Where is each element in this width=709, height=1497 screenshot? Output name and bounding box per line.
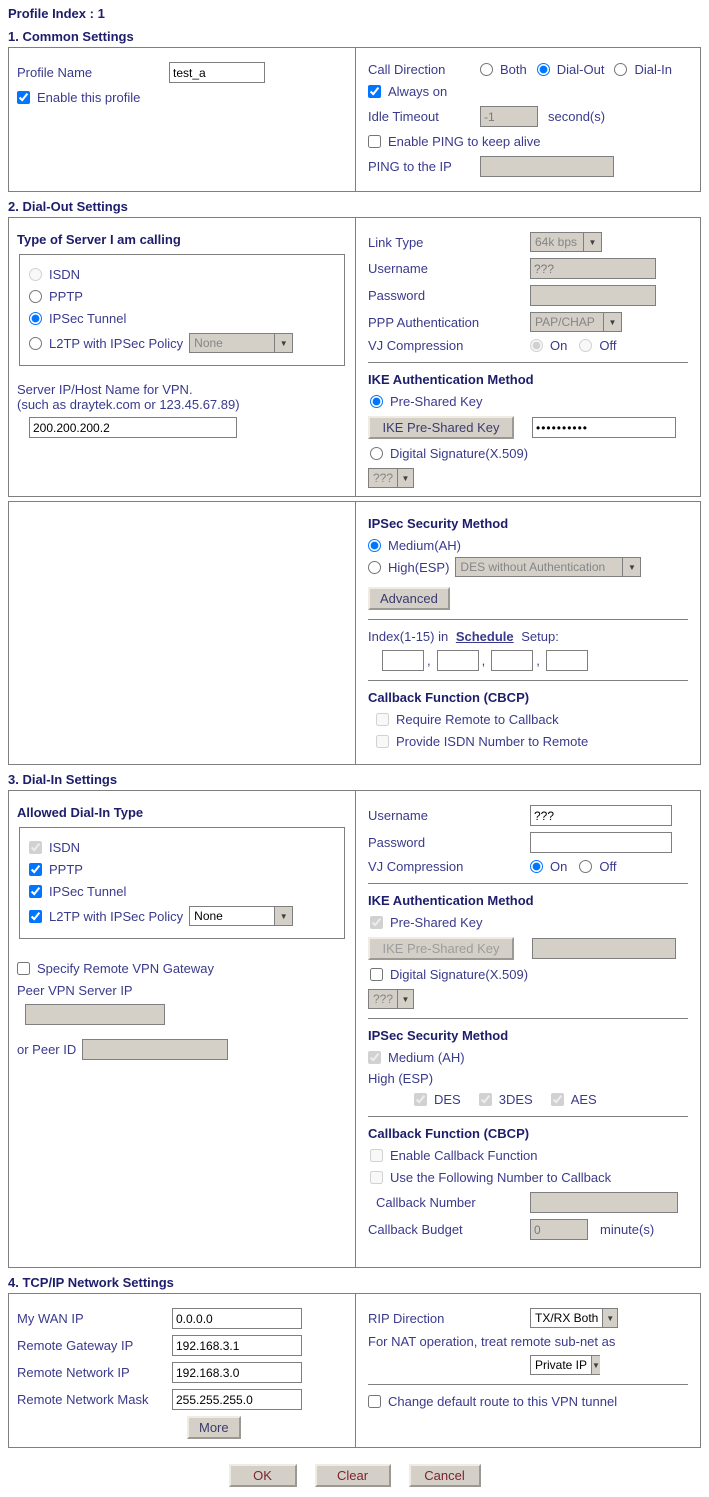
common-settings-box	[8, 47, 701, 192]
dialin-psk-checkbox	[370, 916, 383, 929]
always-on-label: Always on	[388, 84, 448, 99]
provide-isdn-number-label: Provide ISDN Number to Remote	[396, 734, 589, 749]
dialin-callback-heading: Callback Function (CBCP)	[368, 1126, 530, 1141]
schedule-caption	[368, 629, 688, 644]
divider	[368, 362, 688, 363]
schedule-index-4-input[interactable]	[546, 650, 588, 671]
remote-network-ip-label: Remote Network IP	[17, 1365, 130, 1380]
dialout-ike-heading: IKE Authentication Method	[368, 372, 534, 387]
dialin-vj-label: VJ Compression	[368, 859, 464, 874]
remote-network-mask-label: Remote Network Mask	[17, 1392, 149, 1407]
use-number-callback-checkbox	[370, 1171, 383, 1184]
schedule-suffix: Setup:	[521, 629, 559, 644]
chevron-down-icon: ▼	[397, 469, 413, 487]
footer-buttons	[8, 1464, 701, 1487]
dialin-left-cell	[9, 791, 356, 1267]
profile-name-input[interactable]	[169, 62, 265, 83]
chevron-down-icon: ▼	[397, 990, 413, 1008]
dialin-vj-off-label: Off	[599, 859, 617, 874]
common-settings-heading: 1. Common Settings	[8, 29, 134, 44]
chevron-down-icon[interactable]: ▼	[591, 1356, 600, 1374]
dialout-right-cell-top	[356, 218, 700, 496]
dialout-username-input	[530, 258, 656, 279]
require-remote-callback-checkbox	[376, 713, 389, 726]
allowed-dialin-heading: Allowed Dial-In Type	[17, 805, 144, 820]
ok-button[interactable]: OK	[229, 1464, 297, 1487]
remote-network-mask-input[interactable]	[172, 1389, 302, 1410]
dialout-pptp-label: PPTP	[49, 289, 83, 304]
divider	[368, 680, 688, 681]
server-ip-input[interactable]	[29, 417, 237, 438]
dialin-password-label: Password	[368, 835, 426, 850]
dialin-box	[8, 790, 701, 1268]
dialout-callback-heading: Callback Function (CBCP)	[368, 690, 530, 705]
change-default-route-checkbox[interactable]	[368, 1395, 381, 1408]
dialout-digsig-radio[interactable]	[370, 447, 383, 460]
dialin-l2tp-label: L2TP with IPSec Policy	[49, 908, 184, 924]
peer-ip-label: Peer VPN Server IP	[17, 983, 133, 998]
comma-separator: ,	[536, 653, 540, 668]
callback-budget-input	[530, 1219, 588, 1240]
link-type-label: Link Type	[368, 234, 424, 250]
dialout-vj-off-radio	[579, 339, 592, 352]
rip-direction-select[interactable]: TX/RX Both ▼	[530, 1308, 618, 1328]
dialout-high-label: High(ESP)	[388, 559, 450, 575]
remote-network-ip-input[interactable]	[172, 1362, 302, 1383]
schedule-index-1-input[interactable]	[382, 650, 424, 671]
call-direction-dialin-radio[interactable]	[614, 63, 627, 76]
dialin-isdn-label: ISDN	[49, 840, 81, 855]
dialout-ike-psk-input[interactable]	[532, 417, 676, 438]
des-checkbox	[414, 1093, 427, 1106]
dialout-ipsec-heading: IPSec Security Method	[368, 516, 509, 531]
dialout-vj-label: VJ Compression	[368, 338, 464, 353]
dialin-ipsec-label: IPSec Tunnel	[49, 884, 127, 899]
dialin-vj-on-radio[interactable]	[530, 860, 543, 873]
peer-ip-input	[25, 1004, 165, 1025]
page-title: Profile Index : 1	[8, 6, 105, 21]
idle-timeout-label: Idle Timeout	[368, 109, 439, 124]
dialin-high-label: High (ESP)	[368, 1071, 434, 1086]
dialout-l2tp-radio[interactable]	[29, 337, 42, 350]
dialin-vj-off-radio[interactable]	[579, 860, 592, 873]
tcpip-box	[8, 1293, 701, 1448]
dialout-vj-off-label: Off	[599, 338, 617, 353]
tcpip-right-cell	[356, 1294, 700, 1447]
dialin-digsig-checkbox[interactable]	[370, 968, 383, 981]
dialout-ipsec-radio[interactable]	[29, 312, 42, 325]
ping-ip-input	[480, 156, 614, 177]
dialout-isdn-label: ISDN	[49, 267, 81, 282]
dialout-pptp-radio[interactable]	[29, 290, 42, 303]
call-direction-both-radio[interactable]	[480, 63, 493, 76]
chevron-down-icon: ▼	[583, 233, 601, 251]
dialin-password-input[interactable]	[530, 832, 672, 853]
ping-keepalive-label: Enable PING to keep alive	[388, 134, 541, 149]
enable-callback-label: Enable Callback Function	[390, 1148, 538, 1163]
server-ip-caption-line2: (such as draytek.com or 123.45.67.89)	[17, 397, 240, 412]
call-direction-label: Call Direction	[368, 62, 446, 77]
common-left-cell	[9, 48, 356, 191]
idle-timeout-unit: second(s)	[548, 109, 606, 124]
dialout-vj-on-label: On	[550, 338, 568, 353]
dialout-vj-on-radio	[530, 339, 543, 352]
dialout-digsig-select: ??? ▼	[368, 468, 414, 488]
specify-gateway-checkbox[interactable]	[17, 962, 30, 975]
dialin-ike-psk-input	[532, 938, 676, 959]
dialout-psk-label: Pre-Shared Key	[390, 394, 483, 409]
divider	[368, 619, 688, 620]
dialin-medium-checkbox	[368, 1051, 381, 1064]
schedule-prefix: Index(1-15) in	[368, 629, 449, 644]
chevron-down-icon: ▼	[603, 313, 621, 331]
aes-checkbox	[551, 1093, 564, 1106]
dialout-right-cell-bottom	[356, 502, 700, 764]
dialin-medium-label: Medium (AH)	[388, 1050, 465, 1065]
dialout-ike-psk-button[interactable]: IKE Pre-Shared Key	[368, 416, 514, 439]
dialin-psk-label: Pre-Shared Key	[390, 915, 483, 930]
my-wan-ip-label: My WAN IP	[17, 1311, 84, 1326]
ping-ip-label: PING to the IP	[368, 159, 452, 174]
cancel-button[interactable]: Cancel	[409, 1464, 481, 1487]
callback-budget-label: Callback Budget	[368, 1222, 463, 1237]
peer-id-input	[82, 1039, 228, 1060]
dialout-isdn-radio	[29, 268, 42, 281]
dialout-high-radio[interactable]	[368, 561, 381, 574]
ppp-auth-label: PPP Authentication	[368, 314, 480, 330]
always-on-checkbox[interactable]	[368, 85, 381, 98]
dialin-digsig-label: Digital Signature(X.509)	[390, 967, 529, 982]
dialout-digsig-label: Digital Signature(X.509)	[390, 446, 529, 461]
ping-keepalive-checkbox[interactable]	[368, 135, 381, 148]
callback-budget-unit: minute(s)	[600, 1222, 655, 1237]
call-direction-dialin-label: Dial-In	[634, 62, 673, 77]
profile-name-label: Profile Name	[17, 65, 93, 80]
schedule-index-3-input[interactable]	[491, 650, 533, 671]
dialout-username-label: Username	[368, 261, 428, 276]
chevron-down-icon[interactable]: ▼	[602, 1309, 617, 1327]
dialout-box-top	[8, 217, 701, 497]
clear-button[interactable]: Clear	[315, 1464, 391, 1487]
callback-number-input	[530, 1192, 678, 1213]
server-type-group	[19, 254, 345, 366]
use-number-callback-label: Use the Following Number to Callback	[390, 1170, 612, 1185]
more-button[interactable]: More	[187, 1416, 241, 1439]
common-right-cell	[356, 48, 700, 191]
enable-profile-label: Enable this profile	[37, 90, 141, 105]
call-direction-dialout-radio[interactable]	[537, 63, 550, 76]
dialin-vj-on-label: On	[550, 859, 568, 874]
idle-timeout-input	[480, 106, 538, 127]
dialout-left-cell-empty	[9, 502, 356, 764]
tcpip-left-cell	[9, 1294, 356, 1447]
divider	[368, 1018, 688, 1019]
enable-profile-checkbox[interactable]	[17, 91, 30, 104]
advanced-button[interactable]: Advanced	[368, 587, 450, 610]
server-type-heading: Type of Server I am calling	[17, 232, 181, 247]
peer-id-label: or Peer ID	[17, 1042, 77, 1057]
link-type-select: 64k bps ▼	[530, 232, 602, 252]
dialout-medium-radio[interactable]	[368, 539, 381, 552]
chevron-down-icon: ▼	[274, 334, 292, 352]
nat-subnet-select[interactable]: Private IP ▼	[530, 1355, 600, 1375]
call-direction-dialout-label: Dial-Out	[556, 62, 605, 77]
chevron-down-icon: ▼	[622, 558, 640, 576]
dialout-high-select: DES without Authentication ▼	[455, 557, 641, 577]
dialin-username-input[interactable]	[530, 805, 672, 826]
dialin-ike-psk-button: IKE Pre-Shared Key	[368, 937, 514, 960]
dialin-settings-heading: 3. Dial-In Settings	[8, 772, 118, 787]
dialout-l2tp-label: L2TP with IPSec Policy	[49, 335, 184, 351]
rip-direction-label: RIP Direction	[368, 1310, 445, 1326]
dialin-pptp-label: PPTP	[49, 862, 83, 877]
3des-checkbox	[479, 1093, 492, 1106]
dialin-username-label: Username	[368, 808, 428, 823]
comma-separator: ,	[427, 653, 431, 668]
dialin-ipsec-heading: IPSec Security Method	[368, 1028, 509, 1043]
divider	[368, 883, 688, 884]
dialout-medium-label: Medium(AH)	[388, 538, 461, 553]
dialout-l2tp-policy-select: None ▼	[189, 333, 293, 353]
dialout-password-input	[530, 285, 656, 306]
callback-number-label: Callback Number	[376, 1195, 476, 1210]
dialin-digsig-select: ??? ▼	[368, 989, 414, 1009]
divider	[368, 1384, 688, 1385]
nat-operation-text: For NAT operation, treat remote sub-net as	[368, 1334, 616, 1349]
specify-gateway-label: Specify Remote VPN Gateway	[37, 961, 215, 976]
change-default-route-label: Change default route to this VPN tunnel	[388, 1394, 618, 1409]
dialout-ipsec-label: IPSec Tunnel	[49, 311, 127, 326]
remote-gateway-ip-label: Remote Gateway IP	[17, 1338, 134, 1353]
my-wan-ip-input[interactable]	[172, 1308, 302, 1329]
aes-label: AES	[570, 1092, 597, 1107]
require-remote-callback-label: Require Remote to Callback	[396, 712, 559, 727]
des-label: DES	[434, 1092, 461, 1107]
dialin-l2tp-checkbox[interactable]	[29, 910, 42, 923]
enable-callback-checkbox	[370, 1149, 383, 1162]
allowed-dialin-group	[19, 827, 345, 939]
dialout-box-bottom	[8, 501, 701, 765]
remote-gateway-ip-input[interactable]	[172, 1335, 302, 1356]
schedule-index-2-input[interactable]	[437, 650, 479, 671]
dialin-right-cell	[356, 791, 700, 1267]
dialin-pptp-checkbox[interactable]	[29, 863, 42, 876]
dialin-isdn-checkbox	[29, 841, 42, 854]
ppp-auth-select: PAP/CHAP ▼	[530, 312, 622, 332]
comma-separator: ,	[481, 653, 486, 668]
dialin-l2tp-policy-select[interactable]: None ▼	[189, 906, 293, 926]
provide-isdn-number-checkbox	[376, 735, 389, 748]
dialout-settings-heading: 2. Dial-Out Settings	[8, 199, 128, 214]
dialout-left-cell	[9, 218, 356, 496]
tcpip-settings-heading: 4. TCP/IP Network Settings	[8, 1275, 174, 1290]
server-ip-caption-line1: Server IP/Host Name for VPN.	[17, 382, 193, 397]
dialin-ipsec-checkbox[interactable]	[29, 885, 42, 898]
call-direction-both-label: Both	[500, 62, 527, 77]
schedule-link[interactable]: Schedule	[455, 629, 514, 644]
dialin-ike-heading: IKE Authentication Method	[368, 893, 534, 908]
dialout-password-label: Password	[368, 288, 426, 303]
3des-label: 3DES	[498, 1092, 533, 1107]
dialout-psk-radio[interactable]	[370, 395, 383, 408]
divider	[368, 1116, 688, 1117]
chevron-down-icon[interactable]: ▼	[274, 907, 292, 925]
